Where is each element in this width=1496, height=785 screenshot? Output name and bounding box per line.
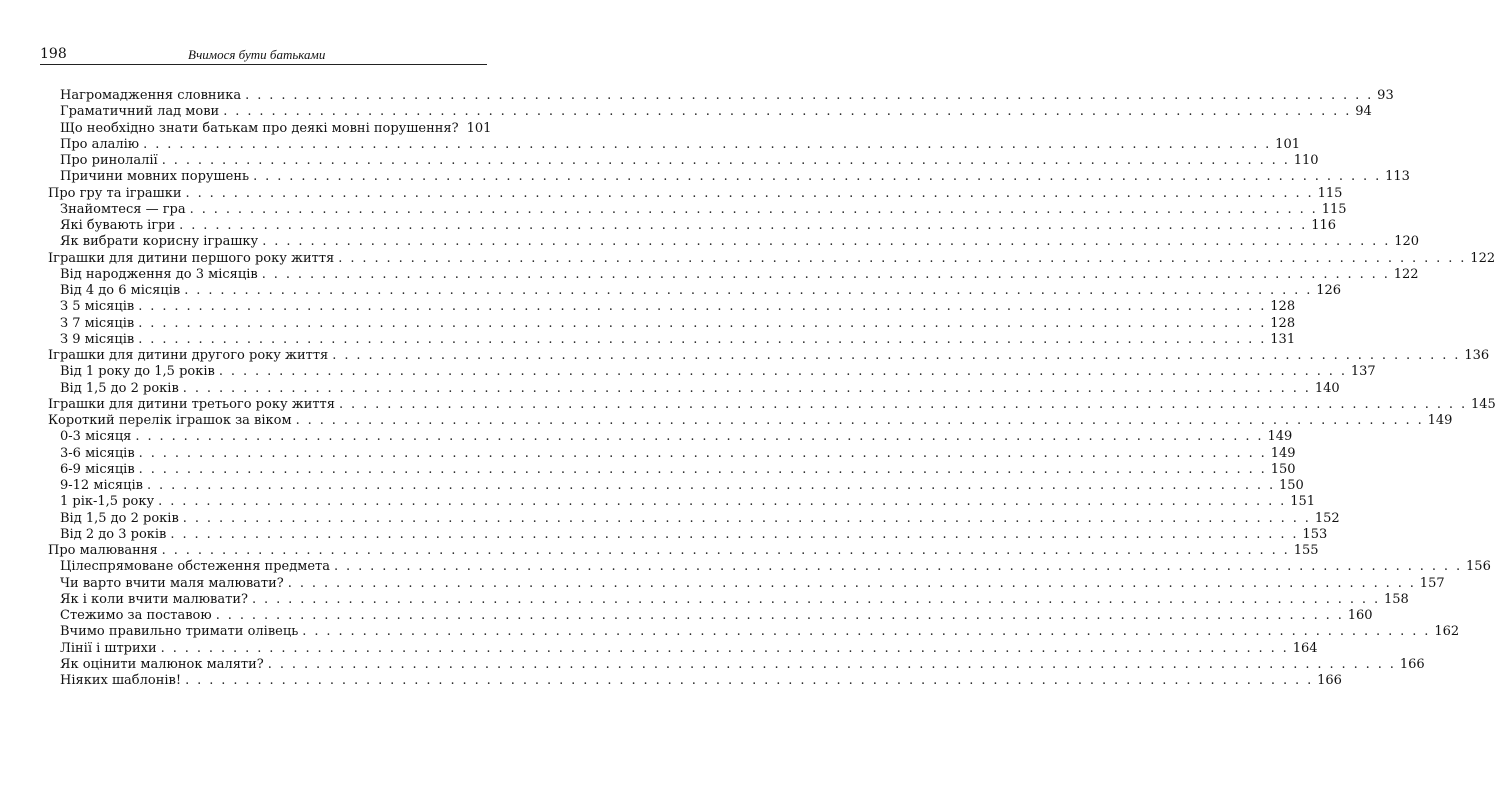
toc-entry	[40, 543, 1319, 559]
toc-dot-leader	[185, 673, 1313, 689]
toc-entry	[40, 169, 1410, 185]
toc-entry	[40, 591, 1409, 608]
toc-entry-title: Про алалію	[60, 136, 140, 152]
toc-entry	[40, 461, 1296, 478]
toc-entry-page: 145	[1471, 396, 1496, 412]
toc-entry-page: 115	[1317, 185, 1343, 201]
toc-entry-page: 116	[1311, 218, 1337, 233]
toc-entry	[40, 120, 492, 137]
toc-dot-leader	[183, 381, 1311, 397]
toc-entry-title: Іграшки для дитини третього року життя	[48, 396, 335, 412]
toc-entry-page: 149	[1267, 429, 1293, 445]
toc-entry-title: Чи варто вчити маля малювати?	[60, 575, 284, 591]
toc-entry-page: 128	[1270, 315, 1296, 331]
toc-entry	[40, 429, 1293, 445]
toc-entry-title: Вчимо правильно тримати олівець	[60, 624, 299, 640]
toc-dot-leader	[138, 316, 1266, 332]
toc-entry-title: Лінії і штрихи	[60, 640, 157, 656]
toc-entry-title: Які бувають ігри	[60, 218, 176, 233]
toc-entry	[40, 656, 1425, 673]
toc-entry	[40, 185, 1343, 202]
toc-dot-leader	[139, 462, 1267, 478]
toc-entry-page: 166	[1399, 656, 1425, 672]
toc-entry	[40, 380, 1340, 397]
toc-entry	[40, 640, 1318, 657]
toc-entry-page: 131	[1270, 331, 1296, 347]
toc-dot-leader	[252, 592, 1380, 608]
toc-entry-title: Причини мовних порушень	[60, 169, 250, 185]
toc-entry	[40, 478, 1304, 494]
toc-entry-title: Від народження до 3 місяців	[60, 266, 258, 282]
toc-entry-page: 140	[1314, 380, 1340, 396]
toc-entry	[40, 250, 1496, 267]
toc-entry-title: 9-12 місяців	[60, 478, 143, 493]
toc-dot-leader	[179, 218, 1307, 234]
toc-entry-page: 149	[1427, 413, 1453, 428]
toc-entry-title: З 5 місяців	[60, 299, 135, 315]
page-number: 198	[40, 46, 67, 62]
toc-dot-leader	[184, 283, 1312, 299]
toc-entry-page: 152	[1314, 510, 1340, 526]
toc-dot-leader	[332, 348, 1460, 364]
toc-dot-leader	[338, 251, 1466, 267]
toc-entry-title: Від 2 до 3 років	[60, 526, 167, 542]
toc-entry-page: 137	[1350, 364, 1376, 380]
toc-entry-page: 153	[1302, 526, 1328, 542]
toc-entry-page: 156	[1466, 559, 1491, 575]
table-of-contents	[40, 88, 1496, 689]
toc-dot-leader	[158, 494, 1286, 510]
toc-entry	[40, 396, 1496, 413]
toc-entry-page: 150	[1278, 478, 1304, 493]
toc-entry-title: Від 1,5 до 2 років	[60, 510, 179, 526]
toc-entry-page: 113	[1385, 169, 1410, 185]
toc-entry-title: Як і коли вчити малювати?	[60, 591, 248, 607]
toc-entry	[40, 494, 1316, 510]
toc-entry-title: Від 4 до 6 місяців	[60, 283, 181, 298]
toc-dot-leader	[262, 267, 1390, 283]
toc-entry-page: 115	[1321, 201, 1347, 217]
toc-entry-page: 94	[1355, 104, 1372, 120]
toc-entry-title: Від 1 року до 1,5 років	[60, 364, 215, 380]
toc-entry	[40, 315, 1296, 332]
toc-entry-page: 122	[1393, 266, 1419, 282]
toc-entry	[40, 510, 1340, 527]
toc-entry-title: Короткий перелік іграшок за віком	[48, 413, 292, 428]
toc-dot-leader	[302, 624, 1430, 640]
toc-dot-leader	[135, 429, 1263, 445]
toc-dot-leader	[262, 234, 1390, 250]
toc-entry-title: З 7 місяців	[60, 315, 135, 331]
toc-dot-leader	[186, 186, 1314, 202]
toc-entry	[40, 283, 1342, 299]
toc-dot-leader	[219, 364, 1347, 380]
toc-dot-leader	[268, 657, 1396, 673]
toc-entry	[40, 673, 1342, 689]
toc-entry-page: 155	[1293, 543, 1319, 558]
toc-entry-page: 93	[1377, 88, 1394, 103]
toc-entry	[40, 526, 1328, 543]
toc-entry	[40, 153, 1319, 169]
toc-entry	[40, 364, 1376, 380]
toc-dot-leader	[162, 543, 1290, 559]
toc-entry-title: Що необхідно знати батькам про деякі мовні порушення?	[60, 120, 459, 136]
toc-entry-title: Про малювання	[48, 543, 158, 558]
toc-entry-page: 122	[1470, 250, 1496, 266]
toc-entry-page: 164	[1292, 640, 1318, 656]
toc-entry-page: 162	[1434, 624, 1460, 640]
toc-dot-leader	[288, 576, 1416, 592]
toc-entry-title: Про ринолалії	[60, 153, 158, 168]
toc-entry-page: 160	[1347, 608, 1373, 623]
toc-dot-leader	[162, 153, 1290, 169]
toc-entry	[40, 266, 1419, 283]
toc-entry-page: 101	[466, 120, 492, 136]
toc-entry-title: Знайомтеся — гра	[60, 201, 186, 217]
toc-entry-title: З 9 місяців	[60, 331, 135, 347]
toc-entry-title: 1 рік-1,5 року	[60, 494, 155, 510]
toc-entry-title: 6-9 місяців	[60, 461, 135, 477]
toc-entry	[40, 331, 1296, 348]
toc-entry-title: Іграшки для дитини першого року життя	[48, 250, 335, 266]
toc-entry-title: Цілеспрямоване обстеження предмета	[60, 559, 330, 575]
toc-entry	[40, 559, 1491, 575]
toc-entry-page: 101	[1275, 136, 1300, 152]
toc-dot-leader	[245, 88, 1373, 104]
toc-entry-page: 126	[1316, 283, 1342, 298]
toc-dot-leader	[138, 332, 1266, 348]
toc-entry-page: 151	[1290, 494, 1316, 510]
toc-entry-page: 136	[1464, 348, 1490, 363]
toc-entry-page: 120	[1394, 234, 1420, 250]
toc-entry	[40, 413, 1453, 429]
toc-dot-leader	[170, 527, 1298, 543]
toc-entry-title: 3-6 місяців	[60, 445, 135, 461]
toc-entry	[40, 218, 1337, 234]
toc-dot-leader	[334, 559, 1462, 575]
toc-entry-title: Про гру та іграшки	[48, 185, 182, 201]
page-header	[40, 44, 488, 64]
toc-entry	[40, 624, 1460, 640]
toc-dot-leader	[147, 478, 1275, 494]
toc-entry	[40, 234, 1420, 250]
toc-dot-leader	[223, 104, 1351, 120]
toc-entry-title: Граматичний лад мови	[60, 104, 220, 120]
toc-dot-leader	[339, 397, 1467, 413]
toc-entry-title: Стежимо за поставою	[60, 608, 212, 623]
toc-entry-page: 110	[1293, 153, 1319, 168]
toc-dot-leader	[161, 641, 1289, 657]
toc-entry-page: 157	[1419, 575, 1445, 591]
toc-dot-leader	[253, 169, 1381, 185]
toc-dot-leader	[296, 413, 1424, 429]
toc-entry-page: 158	[1384, 591, 1409, 607]
toc-entry	[40, 608, 1373, 624]
toc-entry-page: 128	[1270, 299, 1296, 315]
toc-entry-title: Ніяких шаблонів!	[60, 673, 182, 688]
toc-entry	[40, 299, 1296, 315]
header-rule	[40, 64, 487, 65]
toc-entry	[40, 445, 1296, 462]
toc-dot-leader	[190, 202, 1318, 218]
running-title: Вчимося бути батьками	[188, 47, 326, 62]
toc-entry-page: 150	[1270, 461, 1296, 477]
toc-entry-page: 166	[1317, 673, 1342, 688]
toc-dot-leader	[183, 511, 1311, 527]
toc-entry-title: Як оцінити малюнок маляти?	[60, 656, 264, 672]
toc-entry-page: 149	[1270, 445, 1296, 461]
toc-entry-title: 0-3 місяця	[60, 429, 132, 445]
toc-dot-leader	[216, 608, 1344, 624]
toc-entry	[40, 348, 1490, 364]
toc-entry	[40, 575, 1445, 592]
toc-entry	[40, 201, 1347, 218]
toc-entry-title: Іграшки для дитини другого року життя	[48, 348, 329, 363]
toc-entry	[40, 136, 1300, 153]
toc-entry	[40, 88, 1394, 104]
toc-entry-title: Нагромадження словника	[60, 88, 242, 103]
toc-dot-leader	[138, 299, 1266, 315]
toc-entry-title: Від 1,5 до 2 років	[60, 380, 179, 396]
toc-dot-leader	[143, 137, 1271, 153]
toc-dot-leader	[139, 446, 1267, 462]
toc-entry	[40, 104, 1372, 120]
toc-entry-title: Як вибрати корисну іграшку	[60, 234, 259, 250]
